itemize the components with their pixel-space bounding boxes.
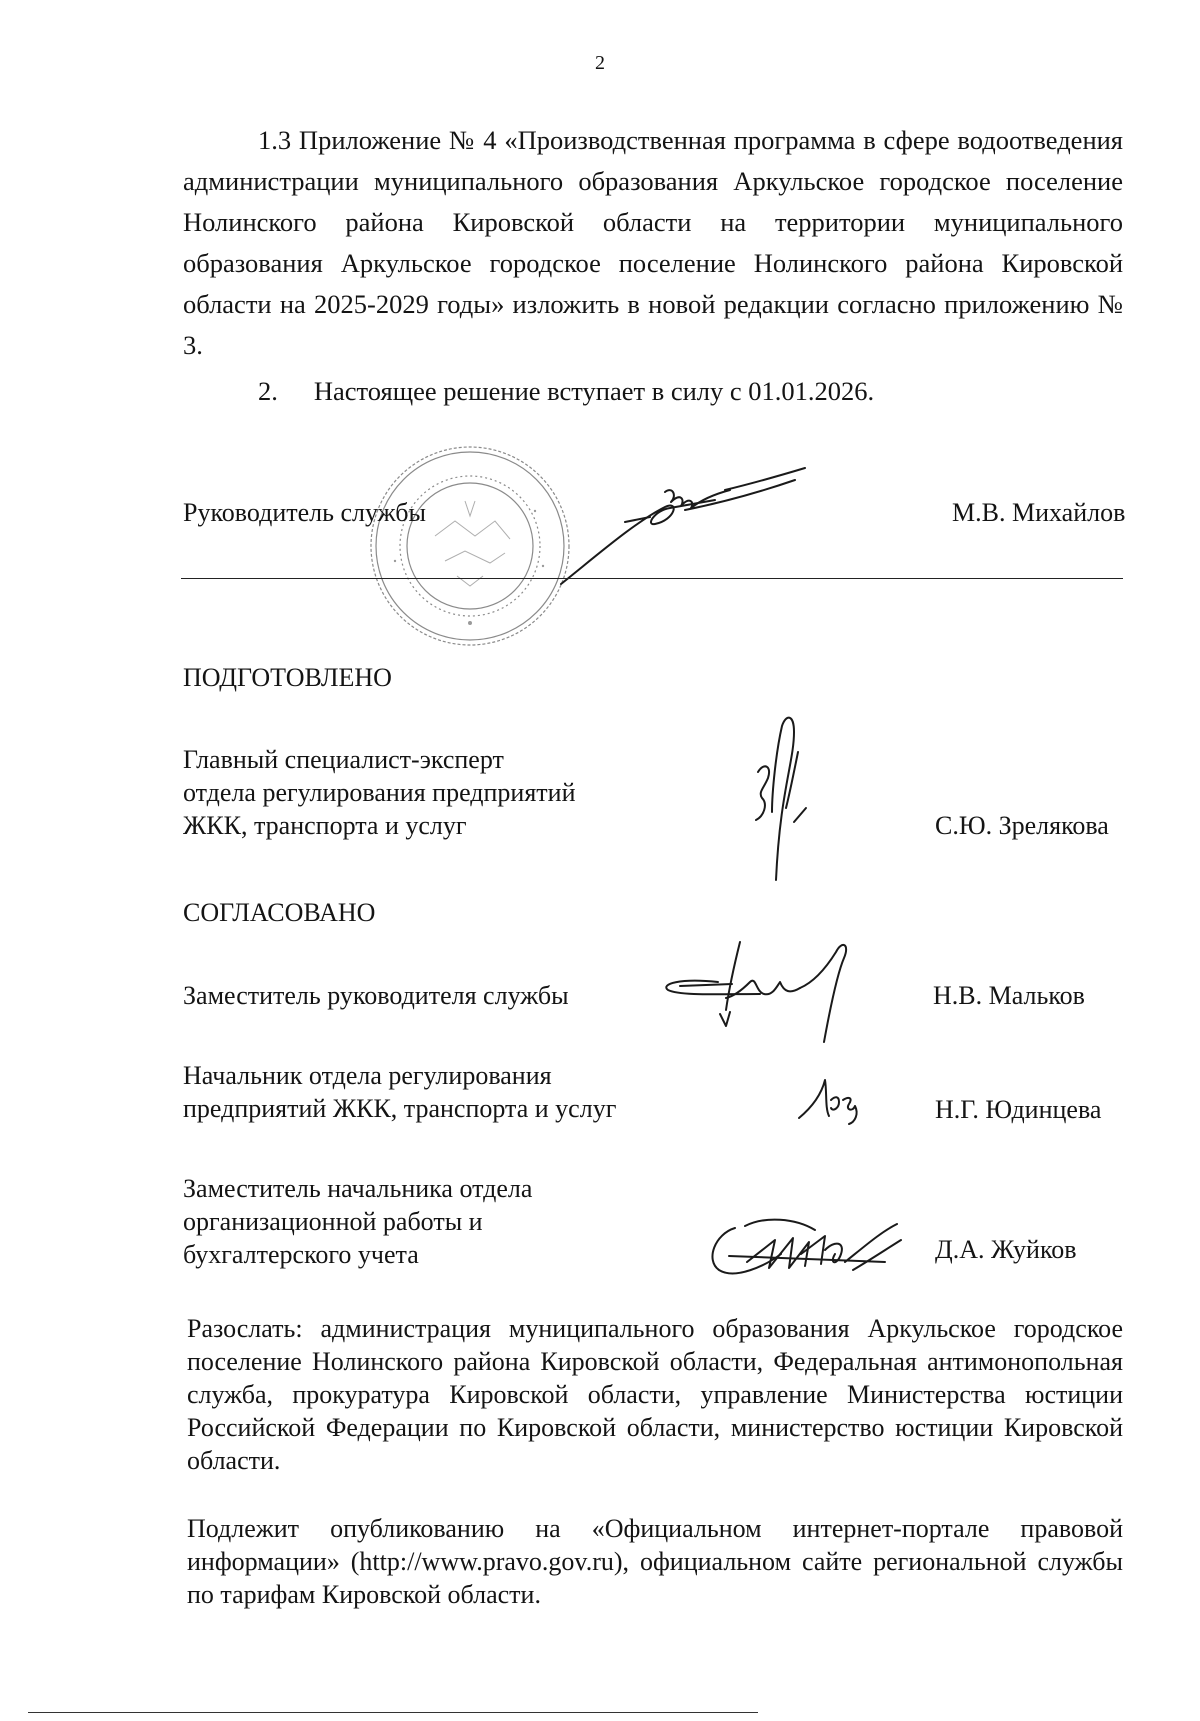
prepared-position-line: ЖКК, транспорта и услуг — [183, 811, 467, 840]
paragraph-1-3: 1.3 Приложение № 4 «Производственная программа в сфере водоотведения администрации муниципального образования Аркульское городское поселение Нолинского района Кировской области на территории муниципального образования Аркульское городское поселение Нолинского района Кировской области на 2025-2029 годы» изложить в новой редакции согласно приложению № 3. — [183, 125, 1123, 360]
agreed-signer-2-name: Н.Г. Юдинцева — [935, 1095, 1102, 1124]
paragraph-2-number: 2. — [258, 376, 278, 406]
paragraph-2-text: Настоящее решение вступает в силу с 01.01.2026. — [313, 376, 875, 406]
prepared-signature — [750, 712, 830, 882]
agreed-signer-2-position — [183, 1059, 616, 1125]
signer-position-line: Заместитель начальника отдела — [183, 1174, 533, 1203]
head-name: М.В. Михайлов — [952, 498, 1126, 527]
head-signature — [555, 462, 855, 602]
paragraph-2 — [183, 371, 1123, 412]
prepared-name: С.Ю. Зрелякова — [935, 811, 1109, 840]
agreed-signer-3-name: Д.А. Жуйков — [935, 1235, 1077, 1264]
distribution-list: Разослать: администрация муниципального образования Аркульское городское поселение Нолинского района Кировской области, Федеральная антимонопольная служба, прокуратура Кировской области, управление Министерства юстиции Российской Федерации по Кировской области, министерство юстиции Кировской области. — [187, 1314, 1123, 1475]
signer-position-line: Начальник отдела регулирования — [183, 1061, 552, 1090]
official-seal — [365, 441, 575, 651]
agreed-signer-1-position — [183, 979, 569, 1012]
prepared-position-line: отдела регулирования предприятий — [183, 778, 576, 807]
prepared-heading: ПОДГОТОВЛЕНО — [183, 663, 392, 692]
agreed-signer-3-position — [183, 1172, 532, 1271]
publication-note: Подлежит опубликованию на «Официальном интернет-портале правовой информации» (http://www.pravo.gov.ru), официальном сайте региональной службы по тарифам Кировской области. — [187, 1514, 1123, 1609]
agreed-signer-3-signature — [705, 1210, 915, 1290]
signer-position-line: организационной работы и — [183, 1207, 483, 1236]
signer-position-line: Заместитель руководителя службы — [183, 981, 569, 1010]
agreed-signer-1-signature — [660, 938, 910, 1048]
signature-divider — [181, 578, 1123, 579]
prepared-position — [183, 743, 576, 842]
bottom-divider — [28, 1712, 758, 1713]
prepared-position-line: Главный специалист-эксперт — [183, 745, 504, 774]
signer-position-line: предприятий ЖКК, транспорта и услуг — [183, 1094, 617, 1123]
page-number: 2 — [595, 52, 605, 74]
agreed-signer-1-name: Н.В. Мальков — [933, 981, 1085, 1010]
signer-position-line: бухгалтерского учета — [183, 1240, 419, 1269]
agreed-heading: СОГЛАСОВАНО — [183, 898, 376, 927]
head-position: Руководитель службы — [183, 498, 426, 527]
agreed-signer-2-signature — [795, 1072, 875, 1132]
